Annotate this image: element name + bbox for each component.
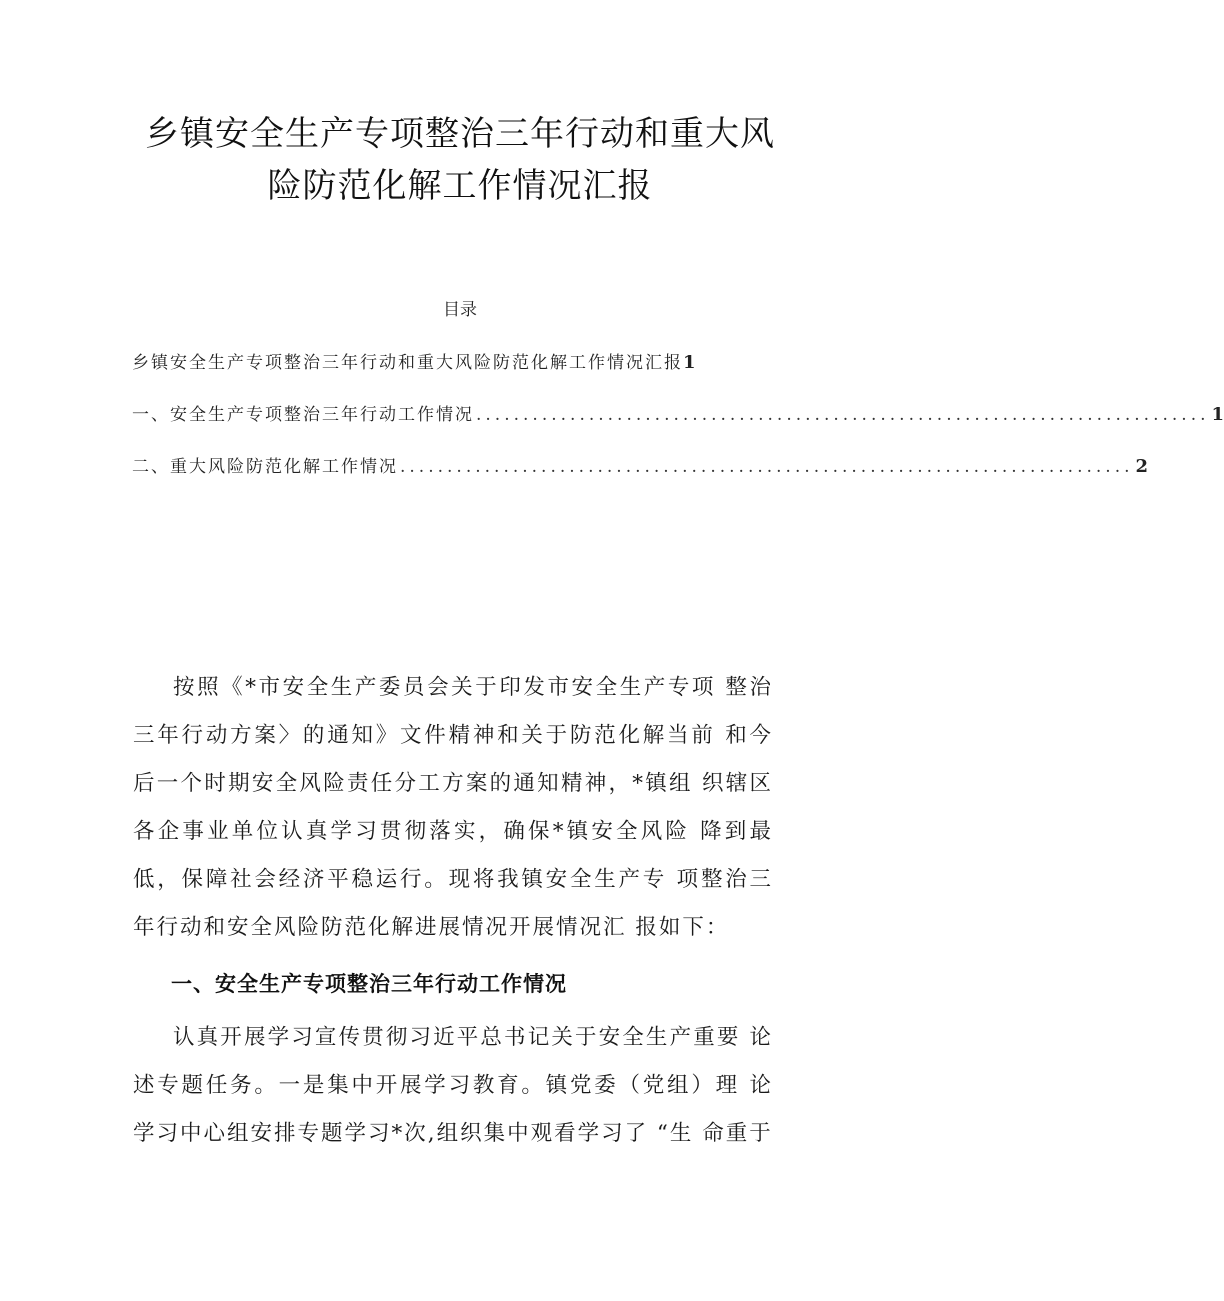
title-line-2: 险防范化解工作情况汇报 xyxy=(267,166,653,206)
toc-entry-page: 2 xyxy=(1135,456,1149,477)
toc-leader-dots: .............................................................................. xyxy=(400,457,1134,477)
toc-heading: 目录 xyxy=(443,300,477,320)
toc-entry-text: 一、安全生产专项整治三年行动工作情况 xyxy=(132,405,474,425)
section-heading: 一、安全生产专项整治三年行动工作情况 xyxy=(171,972,567,996)
toc-entry[interactable] xyxy=(132,348,768,400)
toc-entry[interactable] xyxy=(132,452,1149,504)
toc-leader-dots: .............................................................................. xyxy=(476,405,1210,425)
intro-paragraph: 按照《*市安全生产委员会关于印发市安全生产专项 整治三年行动方案〉的通知》文件精神和关于防范化解当前 和今后一个时期安全风险责任分工方案的通知精神，*镇组 织辖区各企事业单位认真学习贯彻落实，确保*镇安全风险 降到最低，保障社会经济平稳运行。现将我镇安全生产专 项整治三年行动和安全风险防范化解进展情况开展情况汇 报如下： xyxy=(133,675,773,940)
title-line-1: 乡镇安全生产专项整治三年行动和重大风 xyxy=(145,114,775,154)
toc-entry-page: 1 xyxy=(683,352,696,373)
toc-entry-text: 二、重大风险防范化解工作情况 xyxy=(132,457,398,477)
section-paragraph: 认真开展学习宣传贯彻习近平总书记关于安全生产重要 论述专题任务。一是集中开展学习教育。镇党委（党组）理 论学习中心组安排专题学习*次,组织集中观看学习了 “生 命重于 xyxy=(133,1025,773,1146)
toc-entry-page: 1 xyxy=(1211,404,1224,425)
toc-entry[interactable] xyxy=(132,400,1224,452)
toc-entry-text: 乡镇安全生产专项整治三年行动和重大风险防范化解工作情况汇报 xyxy=(132,353,683,373)
table-of-contents xyxy=(132,348,1224,504)
document-title xyxy=(120,108,800,212)
document-body xyxy=(133,664,773,1158)
